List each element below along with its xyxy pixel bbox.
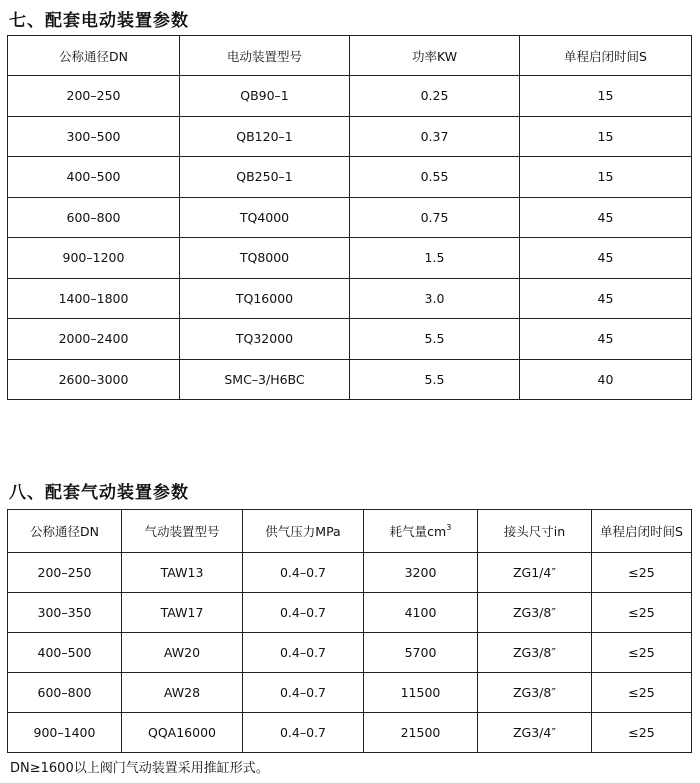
table-cell: 0.25 [350, 76, 520, 117]
pneumatic-section-title: 八、配套气动装置参数 [9, 483, 189, 503]
table-cell: 0.4–0.7 [243, 553, 364, 593]
table-cell: 15 [520, 157, 692, 198]
table-cell: QB250–1 [180, 157, 350, 198]
table-cell: 900–1400 [8, 713, 122, 753]
table-cell: ≤25 [592, 553, 692, 593]
table-cell: ZG1/4″ [478, 553, 592, 593]
table-cell: QB90–1 [180, 76, 350, 117]
header-dn: 公称通径DN [8, 510, 122, 553]
table-header-row [8, 510, 692, 553]
table-cell: 45 [520, 319, 692, 360]
table-row [8, 157, 692, 198]
header-pressure: 供气压力MPa [243, 510, 364, 553]
table-cell: 5700 [364, 633, 478, 673]
table-cell: SMC–3/H6BC [180, 359, 350, 400]
table-cell: ZG3/4″ [478, 713, 592, 753]
table-row [8, 553, 692, 593]
table-cell: TQ16000 [180, 278, 350, 319]
table-cell: AW28 [122, 673, 243, 713]
table-cell: 200–250 [8, 76, 180, 117]
table-row [8, 713, 692, 753]
table-cell: 400–500 [8, 633, 122, 673]
table-cell: 5.5 [350, 319, 520, 360]
header-air-consumption-label: 耗气量cm [389, 524, 447, 539]
header-time: 单程启闭时间S [520, 36, 692, 76]
table-row [8, 319, 692, 360]
table-header-row [8, 36, 692, 76]
table-cell: 0.55 [350, 157, 520, 198]
header-power: 功率KW [350, 36, 520, 76]
table-cell: 45 [520, 238, 692, 279]
table-row [8, 673, 692, 713]
table-cell: 5.5 [350, 359, 520, 400]
electric-section-title: 七、配套电动装置参数 [9, 11, 189, 31]
table-cell: ≤25 [592, 593, 692, 633]
table-cell: 11500 [364, 673, 478, 713]
footnote: DN≥1600以上阀门气动装置采用推缸形式。 [10, 761, 269, 776]
table-cell: ZG3/8″ [478, 673, 592, 713]
table-cell: 45 [520, 197, 692, 238]
table-cell: 0.75 [350, 197, 520, 238]
table-cell: QB120–1 [180, 116, 350, 157]
table-cell: 400–500 [8, 157, 180, 198]
table-cell: ≤25 [592, 673, 692, 713]
header-air-consumption [364, 510, 478, 553]
table-cell: 1.5 [350, 238, 520, 279]
table-cell: 0.4–0.7 [243, 593, 364, 633]
table-cell: 300–500 [8, 116, 180, 157]
table-cell: 3200 [364, 553, 478, 593]
table-row [8, 116, 692, 157]
table-cell: 2000–2400 [8, 319, 180, 360]
table-cell: 4100 [364, 593, 478, 633]
table-cell: ≤25 [592, 633, 692, 673]
table-cell: 900–1200 [8, 238, 180, 279]
pneumatic-table-body [8, 553, 692, 753]
table-row [8, 238, 692, 279]
table-cell: QQA16000 [122, 713, 243, 753]
table-row [8, 76, 692, 117]
table-row [8, 197, 692, 238]
table-cell: 0.4–0.7 [243, 713, 364, 753]
table-cell: AW20 [122, 633, 243, 673]
header-dn: 公称通径DN [8, 36, 180, 76]
header-model: 气动装置型号 [122, 510, 243, 553]
header-connector: 接头尺寸in [478, 510, 592, 553]
header-model: 电动装置型号 [180, 36, 350, 76]
table-cell: 21500 [364, 713, 478, 753]
table-cell: ZG3/8″ [478, 593, 592, 633]
header-time: 单程启闭时间S [592, 510, 692, 553]
electric-actuator-table [7, 35, 692, 400]
table-cell: TAW17 [122, 593, 243, 633]
table-cell: 300–350 [8, 593, 122, 633]
table-row [8, 278, 692, 319]
table-cell: ZG3/8″ [478, 633, 592, 673]
table-cell: 15 [520, 116, 692, 157]
table-cell: ≤25 [592, 713, 692, 753]
table-cell: TQ8000 [180, 238, 350, 279]
pneumatic-actuator-table [7, 509, 692, 753]
table-row [8, 359, 692, 400]
table-row [8, 633, 692, 673]
table-cell: 15 [520, 76, 692, 117]
electric-table-body [8, 76, 692, 400]
table-cell: 600–800 [8, 197, 180, 238]
table-cell: 600–800 [8, 673, 122, 713]
table-cell: TQ4000 [180, 197, 350, 238]
table-cell: TAW13 [122, 553, 243, 593]
table-cell: 0.4–0.7 [243, 633, 364, 673]
header-superscript: 3 [446, 523, 452, 532]
table-cell: 2600–3000 [8, 359, 180, 400]
table-cell: 3.0 [350, 278, 520, 319]
table-cell: TQ32000 [180, 319, 350, 360]
table-row [8, 593, 692, 633]
table-cell: 45 [520, 278, 692, 319]
table-cell: 200–250 [8, 553, 122, 593]
table-cell: 0.4–0.7 [243, 673, 364, 713]
table-cell: 1400–1800 [8, 278, 180, 319]
table-cell: 0.37 [350, 116, 520, 157]
table-cell: 40 [520, 359, 692, 400]
